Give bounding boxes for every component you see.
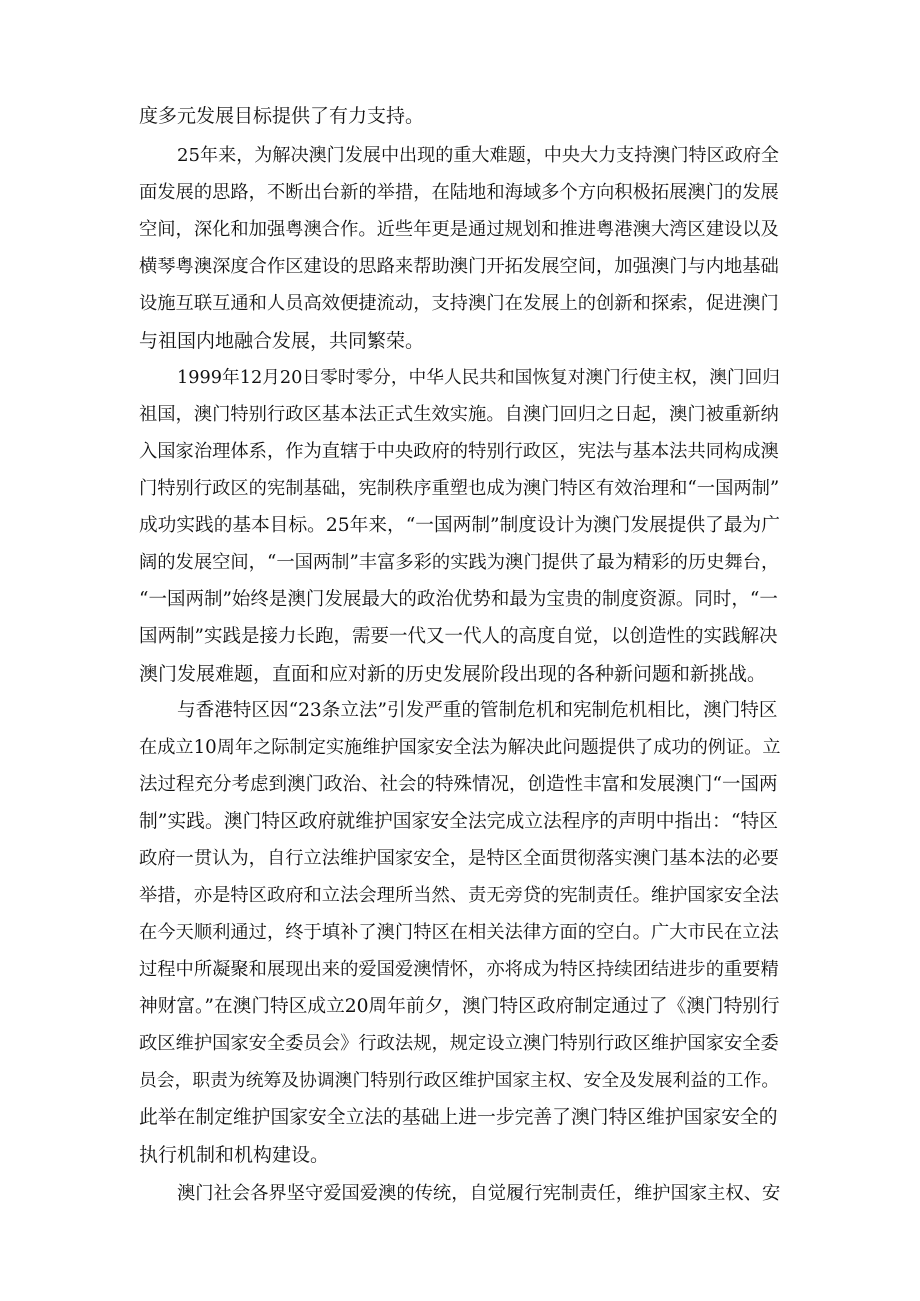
paragraph-first-line: 25年来，为解决澳门发展中出现的重大难题，中央大力支持澳门特区政府全 — [177, 145, 780, 166]
text-line: 此举在制定维护国家安全立法的基础上进一步完善了澳门特区维护国家安全的 — [139, 1107, 778, 1128]
text-line: 成功实践的基本目标。25年来，“一国两制”制度设计为澳门发展提供了最为广 — [139, 515, 780, 536]
text-line: 国两制”实践是接力长跑，需要一代又一代人的高度自觉，以创造性的实践解决 — [139, 626, 778, 647]
text-line: “一国两制”始终是澳门发展最大的政治优势和最为宝贵的制度资源。同时，“一 — [139, 589, 778, 610]
text-line: 政府一贯认为，自行立法维护国家安全，是特区全面贯彻落实澳门基本法的必要 — [139, 848, 779, 869]
text-line: 政区维护国家安全委员会》行政法规，规定设立澳门特别行政区维护国家安全委 — [139, 1033, 779, 1054]
text-line: 横琴粤澳深度合作区建设的思路来帮助澳门开拓发展空间，加强澳门与内地基础 — [139, 256, 779, 277]
text-line: 门特别行政区的宪制基础，宪制秩序重塑也成为澳门特区有效治理和“一国两制” — [139, 478, 780, 499]
text-line: 设施互联互通和人员高效便捷流动，支持澳门在发展上的创新和探索，促进澳门 — [139, 293, 779, 314]
text-line: 举措，亦是特区政府和立法会理所当然、责无旁贷的宪制责任。维护国家安全法 — [139, 885, 779, 906]
text-line: 在今天顺利通过，终于填补了澳门特区在相关法律方面的空白。广大市民在立法 — [139, 922, 779, 943]
text-line: 祖国，澳门特别行政区基本法正式生效实施。自澳门回归之日起，澳门被重新纳 — [139, 404, 779, 425]
text-line: 与祖国内地融合发展，共同繁荣。 — [139, 330, 425, 352]
text-line: 度多元发展目标提供了有力支持。 — [139, 105, 425, 127]
paragraph-first-line: 澳门社会各界坚守爱国爱澳的传统，自觉履行宪制责任，维护国家主权、安 — [177, 1183, 781, 1204]
text-line: 制”实践。澳门特区政府就维护国家安全法完成立法程序的声明中指出：“特区 — [139, 811, 778, 832]
text-line: 澳门发展难题，直面和应对新的历史发展阶段出现的各种新问题和新挑战。 — [139, 663, 767, 685]
text-line: 神财富。”在澳门特区成立20周年前夕，澳门特区政府制定通过了《澳门特别行 — [139, 996, 780, 1017]
text-line: 阔的发展空间，“一国两制”丰富多彩的实践为澳门提供了最为精彩的历史舞台， — [139, 552, 780, 573]
paragraph-first-line: 1999年12月20日零时零分，中华人民共和国恢复对澳门行使主权，澳门回归 — [177, 368, 780, 388]
text-line: 员会，职责为统筹及协调澳门特别行政区维护国家主权、安全及发展利益的工作。 — [139, 1070, 780, 1091]
text-line: 空间，深化和加强粤澳合作。近些年更是通过规划和推进粤港澳大湾区建设以及 — [139, 219, 779, 240]
paragraph-first-line: 与香港特区因“23条立法”引发严重的管制危机和宪制危机相比，澳门特区 — [177, 700, 778, 721]
text-line: 面发展的思路，不断出台新的举措，在陆地和海域多个方向积极拓展澳门的发展 — [139, 182, 779, 203]
text-line: 法过程充分考虑到澳门政治、社会的特殊情况，创造性丰富和发展澳门“一国两 — [139, 774, 778, 795]
text-line: 执行机制和机构建设。 — [139, 1144, 330, 1166]
text-line: 过程中所凝聚和展现出来的爱国爱澳情怀，亦将成为特区持续团结进步的重要精 — [139, 959, 779, 980]
text-line: 在成立10周年之际制定实施维护国家安全法为解决此问题提供了成功的例证。立 — [139, 737, 781, 758]
text-line: 入国家治理体系，作为直辖于中央政府的特别行政区，宪法与基本法共同构成澳 — [139, 441, 779, 462]
